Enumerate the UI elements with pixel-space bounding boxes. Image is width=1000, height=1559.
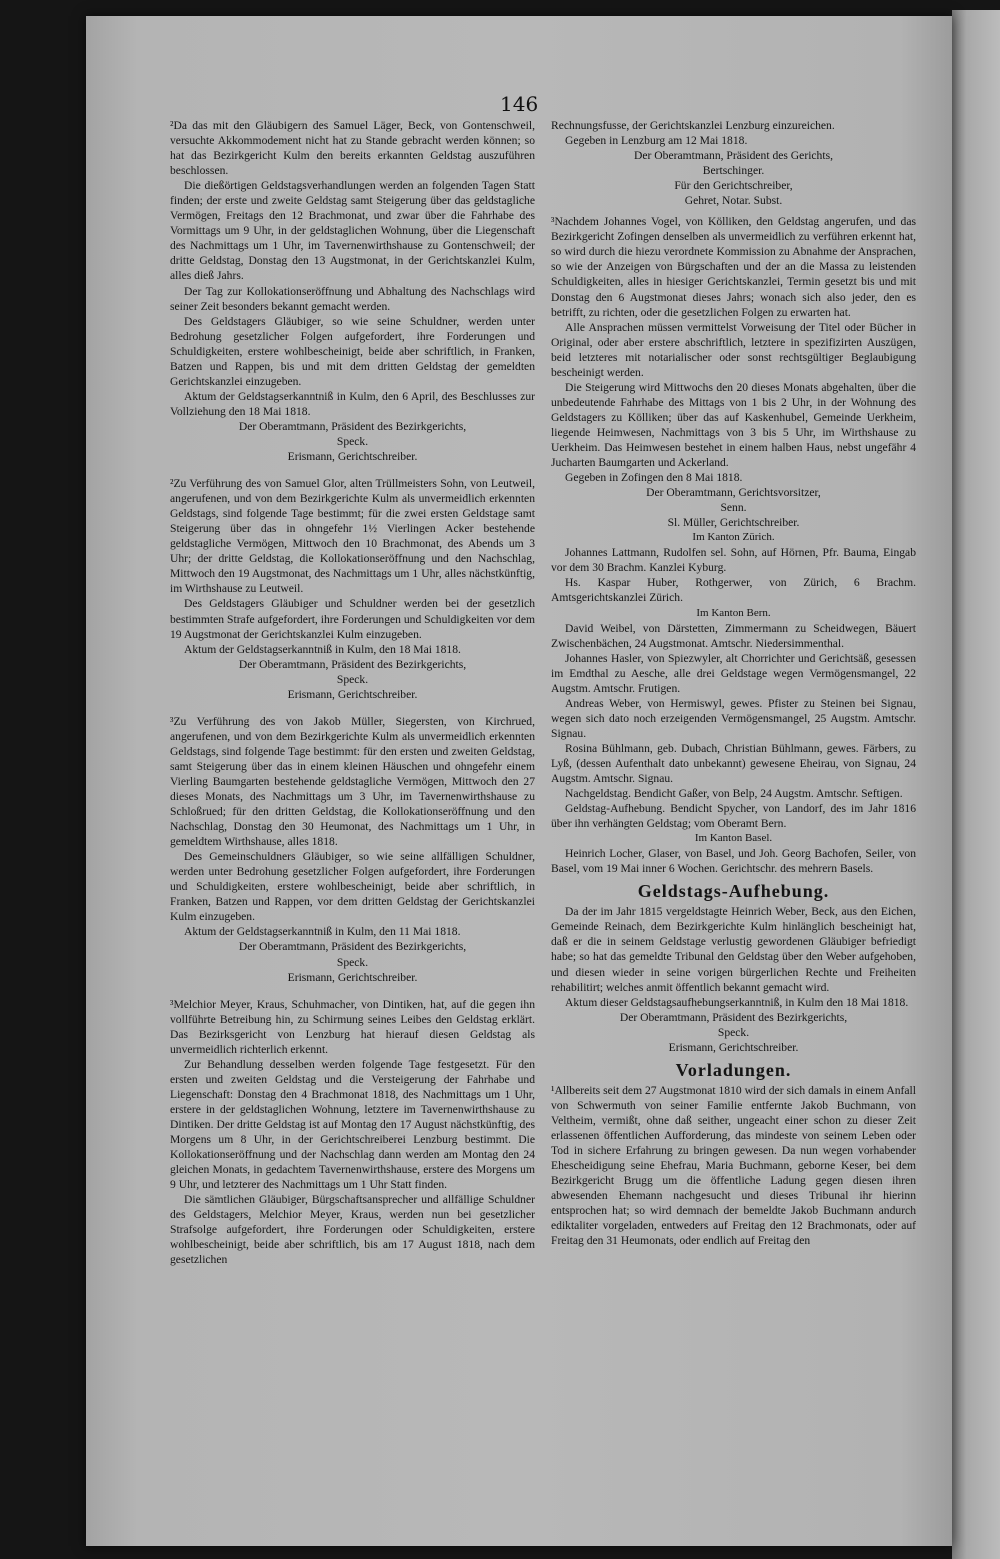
- notice-paragraph: Aktum der Geldstagserkanntniß in Kulm, den 6 April, des Beschlusses zur Vollziehung den 18 Mai 1818.: [170, 389, 535, 418]
- page-number: 146: [500, 92, 539, 116]
- notice-paragraph: Aktum der Geldstagserkanntniß in Kulm, den 11 Mai 1818.: [184, 925, 461, 939]
- notice-paragraph: ³Zu Verführung des von Jakob Müller, Siegersten, von Kirchrued, angerufenen, und von dem Bezirkgerichte Kulm als unvermeidlich erkennten Geldstags, sind folgende Tage bestimmt: für den ersten und zweiten Geldstag, samt Steigerung über das in einem kleinen Häuschen und ohngefehr einem Vierling Baumgarten bestehende geldstagliche Vermögen, Mittwoch den 27 dieses Monats, des Nachmittags um 3 Uhr, im Tavernenwirthshause zu Schloßrued; für den dritten Geldstag, die Kollokationseröffnung und den Nachschlag, Donstag den 30 Heumonat, des Nachmittags um 1 Uhr, in gemeldtem Wirthshause, alles 1818.: [170, 714, 535, 849]
- spacer: [170, 985, 535, 997]
- signature-line: Erismann, Gerichtschreiber.: [668, 1040, 799, 1054]
- right-column: [551, 118, 916, 1248]
- spacer: [170, 464, 535, 476]
- notice-paragraph: Aktum der Geldstagserkanntniß in Kulm, den 18 Mai 1818.: [184, 642, 461, 656]
- left-column: [170, 118, 535, 1267]
- notice-paragraph: Des Geldstagers Gläubiger, so wie seine Schuldner, werden unter Bedrohung gesetzlicher Folgen aufgefordert, ihre Forderungen und Schuldigkeiten, erstere wohlbescheinigt, beide aber schriftlich, in Franken, Batzen und Rappen, bis und mit dem dritten Geldstag der gemeldten Gerichtskanzlei einzugeben.: [170, 314, 535, 388]
- signature-line: Der Oberamtmann, Präsident des Bezirkgerichts,: [238, 940, 467, 954]
- notice-paragraph: Johannes Hasler, von Spiezwyler, alt Chorrichter und Gerichtsäß, gesessen im Emdthal zu Aesche, alle drei Geldstage wegen Vermögensmangel, 22 Augstm. Amtschr. Frutigen.: [551, 651, 916, 695]
- signature-line: Gehret, Notar. Subst.: [684, 194, 783, 208]
- notice-paragraph: Des Geldstagers Gläubiger und Schuldner werden bei der gesetzlich bestimmten Strafe aufgefordert, ihre Forderungen und Schuldigkeiten vor dem 19 Augstmonat der Gerichtskanzlei Kulm einzugeben.: [170, 597, 535, 641]
- spacer: [170, 702, 535, 714]
- notice-paragraph: Aktum dieser Geldstagsaufhebungserkanntniß, in Kulm den 18 Mai 1818.: [565, 995, 909, 1009]
- signature-line: Speck.: [717, 1025, 750, 1039]
- notice-paragraph: Der Tag zur Kollokationseröffnung und Abhaltung des Nachschlags wird seiner Zeit besonders bekannt gemacht werden.: [170, 284, 535, 313]
- signature-line: Erismann, Gerichtschreiber.: [287, 970, 418, 984]
- notice-paragraph: ²Zu Verführung des von Samuel Glor, alten Trüllmeisters Sohn, von Leutweil, angerufenen, und von dem Bezirkgerichte Kulm als unvermeidlich erkennten Geldstags, sind folgende Tage bestimmt; für die zwei ersten Geldstage samt Steigerung über das in ohngefehr 1½ Vierlingen Acker bestehende geldstagliche Vermögen, Mittwoch den 10 Brachmonat, des Abends um 3 Uhr; der dritte Geldstag, die Kollokationseröffnung und den Nachschlag, Mittwoch den 19 Augstmonat, des Nachmittags um 1 Uhr, alles nächstkünftig, im Wirthshause zu Leutweil.: [170, 477, 535, 596]
- notice-paragraph: Nachgeldstag. Bendicht Gaßer, von Belp, 24 Augstm. Amtschr. Seftigen.: [565, 787, 903, 801]
- notice-paragraph: Im Kanton Bern.: [696, 606, 771, 619]
- notice-paragraph: Andreas Weber, von Hermiswyl, gewes. Pfister zu Steinen bei Signau, wegen sich dato noch erzeigenden Vermögensmangel, 25 Augstm. Amtschr. Signau.: [551, 696, 916, 740]
- notice-paragraph: Gegeben in Zofingen den 8 Mai 1818.: [565, 471, 743, 485]
- signature-line: Für den Gerichtschreiber,: [674, 179, 793, 193]
- notice-paragraph: Alle Ansprachen müssen vermittelst Vorweisung der Titel oder Bücher in Original, oder aber erstere abschriftlich, letztere in spezifizirten Auszügen, beid letzteres mit notarialischer oder sonst rechtsgültiger Beglaubigung bescheinigt werden.: [551, 320, 916, 379]
- notice-paragraph: Im Kanton Zürich.: [692, 531, 775, 544]
- notice-paragraph: Im Kanton Basel.: [694, 832, 773, 845]
- signature-line: Sl. Müller, Gerichtschreiber.: [667, 516, 800, 530]
- notice-paragraph: Heinrich Locher, Glaser, von Basel, und Joh. Georg Bachofen, Seiler, von Basel, vom 19 Mai inner 6 Wochen. Gerichtschr. des mehrern Basels.: [551, 847, 916, 876]
- signature-line: Der Oberamtmann, Präsident des Bezirkgerichts,: [238, 657, 467, 671]
- notice-paragraph: ³Nachdem Johannes Vogel, von Kölliken, den Geldstag angerufen, und das Bezirkgericht Zofingen denselben als unvermeidlich zu verführen erkennt hat, so wird durch die hiezu verordnete Kommission zu Abnahme der Ansprachen, so wie der Anzeigen von Bürgschaften und der an die Massa zu leistenden Schuldigkeiten, alles in hiesiger Gerichtskanzlei, Termin gesetzt bis und mit Donstag den 6 Augstmonat dieses Jahrs; wonach sich also jeder, den es betrifft, zu richten, oder die gesetzlichen Folgen zu erwarten hat.: [551, 215, 916, 319]
- notice-paragraph: ³Melchior Meyer, Kraus, Schuhmacher, von Dintiken, hat, auf die gegen ihn vollführte Betreibung hin, zu Schirmung seines Leibes den Geldstag erklärt. Das Bezirksgericht von Lenzburg hat hierauf diesen Geldstag als unvermeidlich richterlich erkennt.: [170, 997, 535, 1056]
- signature-line: Bertschinger.: [702, 164, 765, 178]
- section-heading: Vorladungen.: [675, 1059, 792, 1080]
- notice-paragraph: Rosina Bühlmann, geb. Dubach, Christian Bühlmann, gewes. Färbers, zu Lyß, (dessen Aufenthalt dato unbekannt) gewesene Eheirau, von Signau, 24 Augstm. Amtschr. Signau.: [551, 741, 916, 786]
- notice-paragraph: Johannes Lattmann, Rudolfen sel. Sohn, auf Hörnen, Pfr. Bauma, Eingab vor dem 30 Brachm. Kanzlei Kyburg.: [551, 546, 916, 575]
- section-heading: Geldstags-Aufhebung.: [637, 881, 830, 902]
- notice-paragraph: Die dießörtigen Geldstagsverhandlungen werden an folgenden Tagen Statt finden; der erste und zweite Geldstag samt Steigerung über das geldstagliche Vermögen, Freitags den 12 Brachmonat, und zwar über die Fahrhabe des Vormittags um 9 Uhr, in der geldstaglichen Wohnung, über die Liegenschaft des Nachmittags um 1 Uhr, im Tavernenwirthshause zu Gontenschweil; der dritte Geldstag, Donstag den 13 Augstmonat, in der Gerichtskanzlei Kulm, alles dieß Jahrs.: [170, 179, 535, 283]
- signature-line: Erismann, Gerichtschreiber.: [287, 687, 418, 701]
- notice-paragraph: Geldstag-Aufhebung. Bendicht Spycher, von Landorf, des im Jahr 1816 über ihn verhängten Geldstag; vom Oberamt Bern.: [551, 802, 916, 831]
- signature-line: Speck.: [336, 434, 369, 448]
- signature-line: Der Oberamtmann, Präsident des Bezirkgerichts,: [238, 419, 467, 433]
- signature-line: Der Oberamtmann, Gerichtsvorsitzer,: [646, 486, 821, 500]
- signature-line: Speck.: [336, 955, 369, 969]
- signature-line: Senn.: [720, 501, 747, 515]
- notice-paragraph: Zur Behandlung desselben werden folgende Tage festgesetzt. Für den ersten und zweiten Geldstag und die Versteigerung der Fahrhabe und Liegenschaft: Donstag den 4 Brachmonat 1818, des Nachmittags um 1 Uhr, erstere in der geldstaglichen Wohnung, letztere im Tavernenwirthshause zu Dintiken. Der dritte Geldstag ist auf Montag den 17 August nächstkünftig, des Morgens um 8 Uhr, in der Gerichtschreiberei Lenzburg bestimmt. Die Kollokationseröffnung und der Nachschlag dann werden am Montag den 24 gleichen Monats, in gedachtem Tavernenwirthshause, erstere des Morgens um 9 Uhr, und letzterer des Nachmittags um 1 Uhr Statt finden.: [170, 1057, 535, 1192]
- signature-line: Speck.: [336, 672, 369, 686]
- notice-paragraph: Gegeben in Lenzburg am 12 Mai 1818.: [565, 134, 748, 148]
- adjacent-page-edge: [952, 10, 1000, 1559]
- notice-paragraph: ¹Allbereits seit dem 27 Augstmonat 1810 wird der sich damals in einem Anfall von Schwermuth von seiner Familie entfernte Jakob Buchmann, von Veltheim, vermißt, ohne daß seither, ungeacht einer schon zu dieser Zeit erlassenen öffentlichen Aufforderung, das mindeste von seinem Leben oder Tod in sichere Erfahrung zu bringen gewesen. Da nun wegen vorhabender Ehescheidigung seine Ehefrau, Maria Buchmann, geborne Keser, bei dem Bezirkgericht Brugg um die öffentliche Ladung gegen diesen ihren abwesenden Ehemann nachgesucht und dieses Tribunal ihr hierinn entsprochen hat; so wird demnach der bemeldte Jakob Buchmann andurch ediktaliter vorgeladen, entweders auf Freitag den 12 Brachmonats, oder auf Freitag den 31 Heumonats, oder endlich auf Freitag den: [551, 1083, 916, 1248]
- notice-paragraph: Des Gemeinschuldners Gläubiger, so wie seine allfälligen Schuldner, werden unter Bedrohung gesetzlicher Folgen aufgefordert, ihre Forderungen und Schuldigkeiten, erstere wohlbescheinigt, beide aber schriftlich, in Franken, Batzen und Rappen, vor dem dritten Geldstag der Gerichtskanzlei Kulm einzugeben.: [170, 850, 535, 924]
- notice-paragraph: Da der im Jahr 1815 vergeldstagte Heinrich Weber, Beck, aus den Eichen, Gemeinde Reinach, dem Bezirkgerichte Kulm hinlänglich bescheinigt hat, daß er die in seinem Geldstage verlustig gewordenen Gläubiger befriedigt habe; so hat das gemeldte Tribunal den Geldstag über den Weber aufgehoben, und diesen wieder in seine vorigen bürgerlichen Rechte und Freiheiten rehabilitirt; welches anmit öffentlich bekannt gemacht wird.: [551, 905, 916, 994]
- signature-line: Der Oberamtmann, Präsident des Gerichts,: [634, 149, 833, 163]
- signature-line: Erismann, Gerichtschreiber.: [287, 450, 418, 464]
- notice-paragraph: Die sämtlichen Gläubiger, Bürgschaftsansprecher und allfällige Schuldner des Geldstagers, Melchior Meyer, Kraus, werden nun bei gesetzlicher Strafsolge aufgefordert, ihre Forderungen oder Schuldigkeiten, erstere wohlbescheinigt, beide aber schriftlich, bis am 17 August 1818, nach dem gesetzlichen: [170, 1193, 535, 1267]
- notice-paragraph: Hs. Kaspar Huber, Rothgerwer, von Zürich, 6 Brachm. Amtsgerichtskanzlei Zürich.: [551, 576, 916, 605]
- signature-line: Der Oberamtmann, Präsident des Bezirkgerichts,: [619, 1010, 848, 1024]
- notice-paragraph: ²Da das mit den Gläubigern des Samuel Läger, Beck, von Gontenschweil, versuchte Akkommodement nicht hat zu Stande gebracht werden können; so hat das Bezirkgericht Kulm den bereits erkannten Geldstag auszuführen beschlossen.: [170, 119, 535, 178]
- notice-paragraph: Die Steigerung wird Mittwochs den 20 dieses Monats abgehalten, über die unbedeutende Fahrhabe des Mittags von 1 bis 2 Uhr, in der Wohnung des Geldstagers zu Kölliken; über das auf Kaskenhubel, Gemeinde Uerkheim, liegende Heimwesen, Nachmittags von 3 bis 5 Uhr, im Wirthshause zu Uerkheim. Das Heimwesen bestehet in einem halben Haus, nebst ungefähr 4 Jucharten Baumgarten und Ackerland.: [551, 380, 916, 470]
- notice-paragraph: David Weibel, von Därstetten, Zimmermann zu Scheidwegen, Bäuert Zwischenbächen, 24 Augstmonat. Amtschr. Niedersimmenthal.: [551, 621, 916, 650]
- notice-paragraph: Rechnungsfusse, der Gerichtskanzlei Lenzburg einzureichen.: [551, 119, 835, 132]
